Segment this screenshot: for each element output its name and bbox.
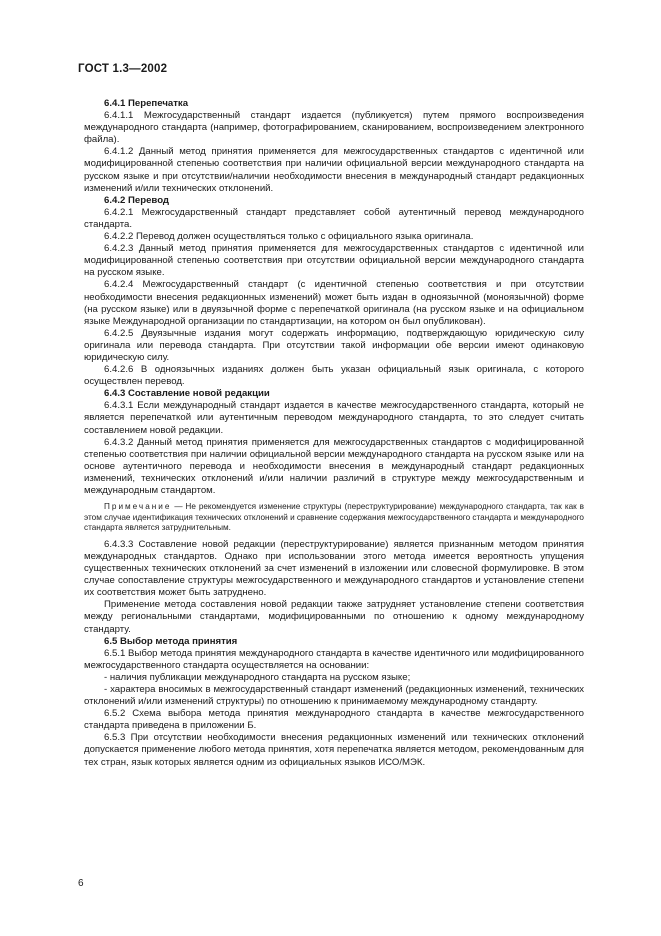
document-body bbox=[84, 98, 584, 769]
paragraph: 6.4.2.6 В одноязычных изданиях должен быть указан официальный язык оригинала, с которого осуществлен перевод. bbox=[84, 364, 584, 388]
section-heading: 6.4.1 Перепечатка bbox=[104, 98, 189, 109]
page-number: 6 bbox=[78, 878, 84, 889]
paragraph: 6.4.2.5 Двуязычные издания могут содержать информацию, подтверждающую юридическую силу оригинала или перевода стандарта. При отсутствии такой информации обе версии имеют одинаковую юридическую силу. bbox=[84, 327, 584, 363]
paragraph: 6.5.3 При отсутствии необходимости внесения редакционных изменений или технических отклонений допускается применение любого метода принятия, хотя перепечатка является методом, рекомендованным для тех стран, язык которых является одним из официальных языков ИСО/МЭК. bbox=[84, 732, 584, 768]
list-item: - наличия публикации международного стандарта на русском языке; bbox=[104, 671, 411, 683]
document-header: ГОСТ 1.3—2002 bbox=[78, 63, 168, 75]
note-text: — Не рекомендуется изменение структуры (переструктурирование) международного стандарта, так как в этом случае идентификация технических отклонений и сравнение содержания межгосударственного стандарта и международного стандарта является затруднительным. bbox=[84, 502, 584, 533]
paragraph: 6.4.2.4 Межгосударственный стандарт (с идентичной степенью соответствия и при отсутствии необходимости внесения редакционных изменений) может быть издан в одноязычной (моноязычной) форме (на русском языке) или в двуязычной форме с перепечаткой оригинала (на русском языке и на официальном языке Международной организации по стандартизации, на котором он был опубликован). bbox=[84, 279, 584, 327]
list-item: - характера вносимых в межгосударственный стандарт изменений (редакционных изменений, технических отклонений и/или изменений структуры) по отношению к принимаемому международному стандарту. bbox=[84, 684, 584, 708]
note-label: Примечание bbox=[104, 502, 172, 512]
paragraph: 6.5.1 Выбор метода принятия международного стандарта в качестве идентичного или модифицированного межгосударственного стандарта осуществляется на основании: bbox=[84, 647, 584, 671]
paragraph: 6.4.3.3 Составление новой редакции (переструктурирование) является признанным методом принятия международных стандартов. Однако при использовании этого метода имеется вероятность упущения существенных технических отклонений за счет изменений в изложении или словесной формулировке. В этом случае сопоставление структуры межгосударственного и международного стандартов и установление степени их соответствия может быть затруднено. bbox=[84, 538, 584, 599]
section-heading: 6.5 Выбор метода принятия bbox=[104, 635, 238, 647]
paragraph: 6.4.1.2 Данный метод принятия применяется для межгосударственных стандартов с идентичной или модифицированной степенью соответствия при наличии официальной версии международного стандарта на русском языке и при отсутствии/наличии необходимости внесения в международный стандарт редакционных изменений и/или технических отклонений. bbox=[84, 146, 584, 194]
paragraph: 6.4.3.1 Если международный стандарт издается в качестве межгосударственного стандарта, который не является перепечаткой или аутентичным переводом международного стандарта, то это следует считать составлением новой редакции. bbox=[84, 400, 584, 436]
section-heading: 6.4.3 Составление новой редакции bbox=[104, 388, 270, 400]
paragraph: 6.4.2.2 Перевод должен осуществляться только с официального языка оригинала. bbox=[104, 231, 474, 243]
paragraph: 6.4.1.1 Межгосударственный стандарт издается (публикуется) путем прямого воспроизведения международного стандарта (например, фотографированием, сканированием, воспроизведением электронного файла). bbox=[84, 110, 584, 146]
paragraph: 6.5.2 Схема выбора метода принятия международного стандарта в качестве межгосударственного стандарта приведена в приложении Б. bbox=[84, 708, 584, 732]
note bbox=[84, 502, 584, 534]
paragraph: Применение метода составления новой редакции также затрудняет установление степени соответствия между региональными стандартами, модифицированными по отношению к одному международному стандарту. bbox=[84, 599, 584, 635]
paragraph: 6.4.2.3 Данный метод принятия применяется для межгосударственных стандартов с идентичной или модифицированной степенью соответствия при отсутствии официальной версии международного стандарта на русском языке. bbox=[84, 243, 584, 279]
paragraph: 6.4.3.2 Данный метод принятия применяется для межгосударственных стандартов с модифицированной степенью соответствия при наличии официальной версии международного стандарта на русском языке или на основе аутентичного перевода и необходимости внесения в международный стандарт редакционных изменений, технических отклонений и/или наличии различий в структуре между межгосударственным и международным стандартом. bbox=[84, 436, 584, 496]
paragraph: 6.4.2.1 Межгосударственный стандарт представляет собой аутентичный перевод международного стандарта. bbox=[84, 206, 584, 230]
section-heading: 6.4.2 Перевод bbox=[104, 194, 170, 206]
